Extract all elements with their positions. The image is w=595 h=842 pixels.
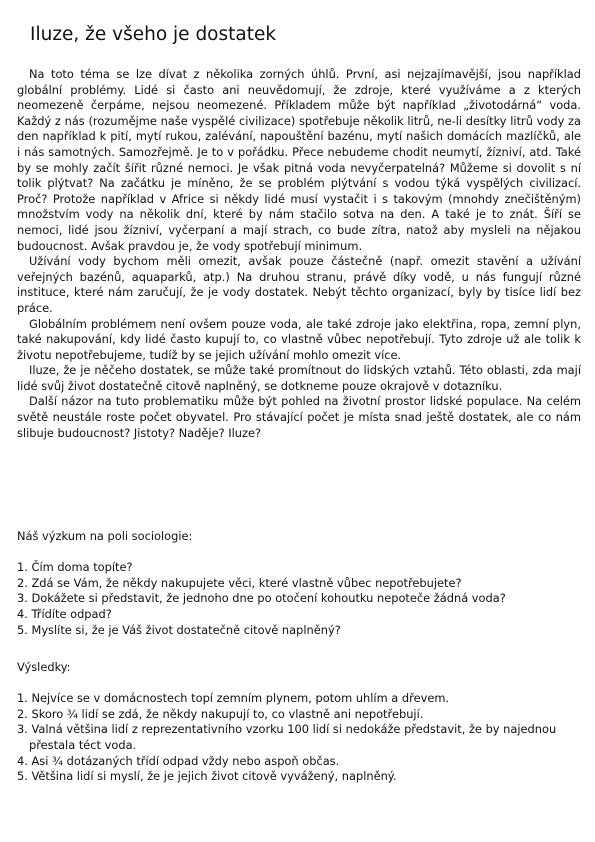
list-item: 1. Čím doma topíte? (17, 560, 133, 575)
spacer (17, 545, 577, 561)
list-item: 3. Valná většina lidí z reprezentativního vzorku 100 lidí si nedokáže představit, že by najednou přestala téct voda. (17, 722, 557, 752)
list-item: 1. Nejvíce se v domácnostech topí zemním plynem, potom uhlím a dřevem. (17, 691, 450, 706)
list-item: 4. Asi ¾ dotázaných třídí odpad vždy nebo aspoň občas. (17, 753, 340, 768)
survey-heading: Náš výzkum na poli sociologie: (17, 529, 193, 543)
results-heading: Výsledky: (17, 660, 71, 674)
results-section (17, 660, 577, 785)
paragraph: Další názor na tuto problematiku může být pohled na životní prostor lidské populace. Na celém světě neustále roste počet obyvatel. Pro stávající počet je místa snad ještě dostatek, ale co nám slibuje budoucnost? Jistoty? Naděje? Iluze? (17, 394, 581, 440)
survey-questions (17, 560, 577, 638)
essay-body (17, 67, 581, 441)
list-item: 3. Dokážete si představit, že jednoho dne po otočení kohoutku nepoteče žádná voda? (17, 591, 506, 606)
list-item: 4. Třídíte odpad? (17, 606, 112, 621)
paragraph: Globálním problémem není ovšem pouze voda, ale také zdroje jako elektřina, ropa, zemní plyn, také nakupování, kdy lidé často kupují to, co vlastně vůbec nepotřebují. Tyto zdroje už ale tolik k životu nepotřebujeme, tudíž by se jejich užívání mohlo omezit více. (17, 316, 581, 362)
paragraph: Na toto téma se lze dívat z několika zorných úhlů. První, asi nejzajímavější, jsou například globální problémy. Lidé si často ani neuvědomují, že zdroje, které využíváme a z kterých neomezeně čerpáme, nejsou neomezené. Příkladem může být například „životodárná“ voda. Každý z nás (rozumějme naše vyspělé civilizace) spotřebuje několik litrů, ne-li desítky litrů vody za den například k pití, mytí rukou, zalévání, napouštění bazénu, mytí našich domácích mazlíčků, ale i nás samotných. Samozřejmě. Je to v pořádku. Přece nebudeme chodit neumytí, žízniví, atd. Také by se mohly začít šířit různé nemoci. Je však pitná voda nevyčerpatelná? Můžeme si dovolit s ní tolik plýtvat? Na začátku je míněno, že se problém plýtvání s vodou týká vyspělých civilizací. Proč? Protože například v Africe si někdy lidé musí vystačit i s takovým (mnohdy znečištěným) množstvím vody na několik dní, které by nám stačilo sotva na den. A také je to znát. Šíří se nemoci, lidé jsou žízniví, vyčerpaní a mají strach, co bude zítra, natož aby mysleli na nějakou budoucnost. Avšak pravdou je, že vody spotřebují minimum. (17, 67, 581, 253)
page-title: Iluze, že všeho je dostatek (30, 24, 277, 45)
list-item: 2. Zdá se Vám, že někdy nakupujete věci, které vlastně vůbec nepotřebujete? (17, 575, 462, 590)
paragraph: Iluze, že je něčeho dostatek, se může také promítnout do lidských vztahů. Této oblasti, zda mají lidé svůj život dostatečně citově naplněný, se dotkneme pouze okrajově v dotazníku. (17, 363, 581, 393)
list-item: 5. Myslíte si, že je Váš život dostatečně citově naplněný? (17, 622, 341, 637)
survey-section (17, 529, 577, 638)
paragraph: Užívání vody bychom měli omezit, avšak pouze částečně (např. omezit stavění a užívání veřejných bazénů, aquaparků, atp.) Na druhou stranu, právě díky vodě, u nás fungují různé instituce, které nám zaručují, že je vody dostatek. Nebýt těchto organizací, byly by tisíce lidí bez práce. (17, 254, 581, 315)
results-list (17, 691, 577, 785)
list-item: 2. Skoro ¾ lidí se zdá, že někdy nakupují to, co vlastně ani nepotřebují. (17, 706, 424, 721)
spacer (17, 676, 577, 692)
list-item: 5. Většina lidí si myslí, že je jejich život citově vyvážený, naplněný. (17, 769, 397, 784)
